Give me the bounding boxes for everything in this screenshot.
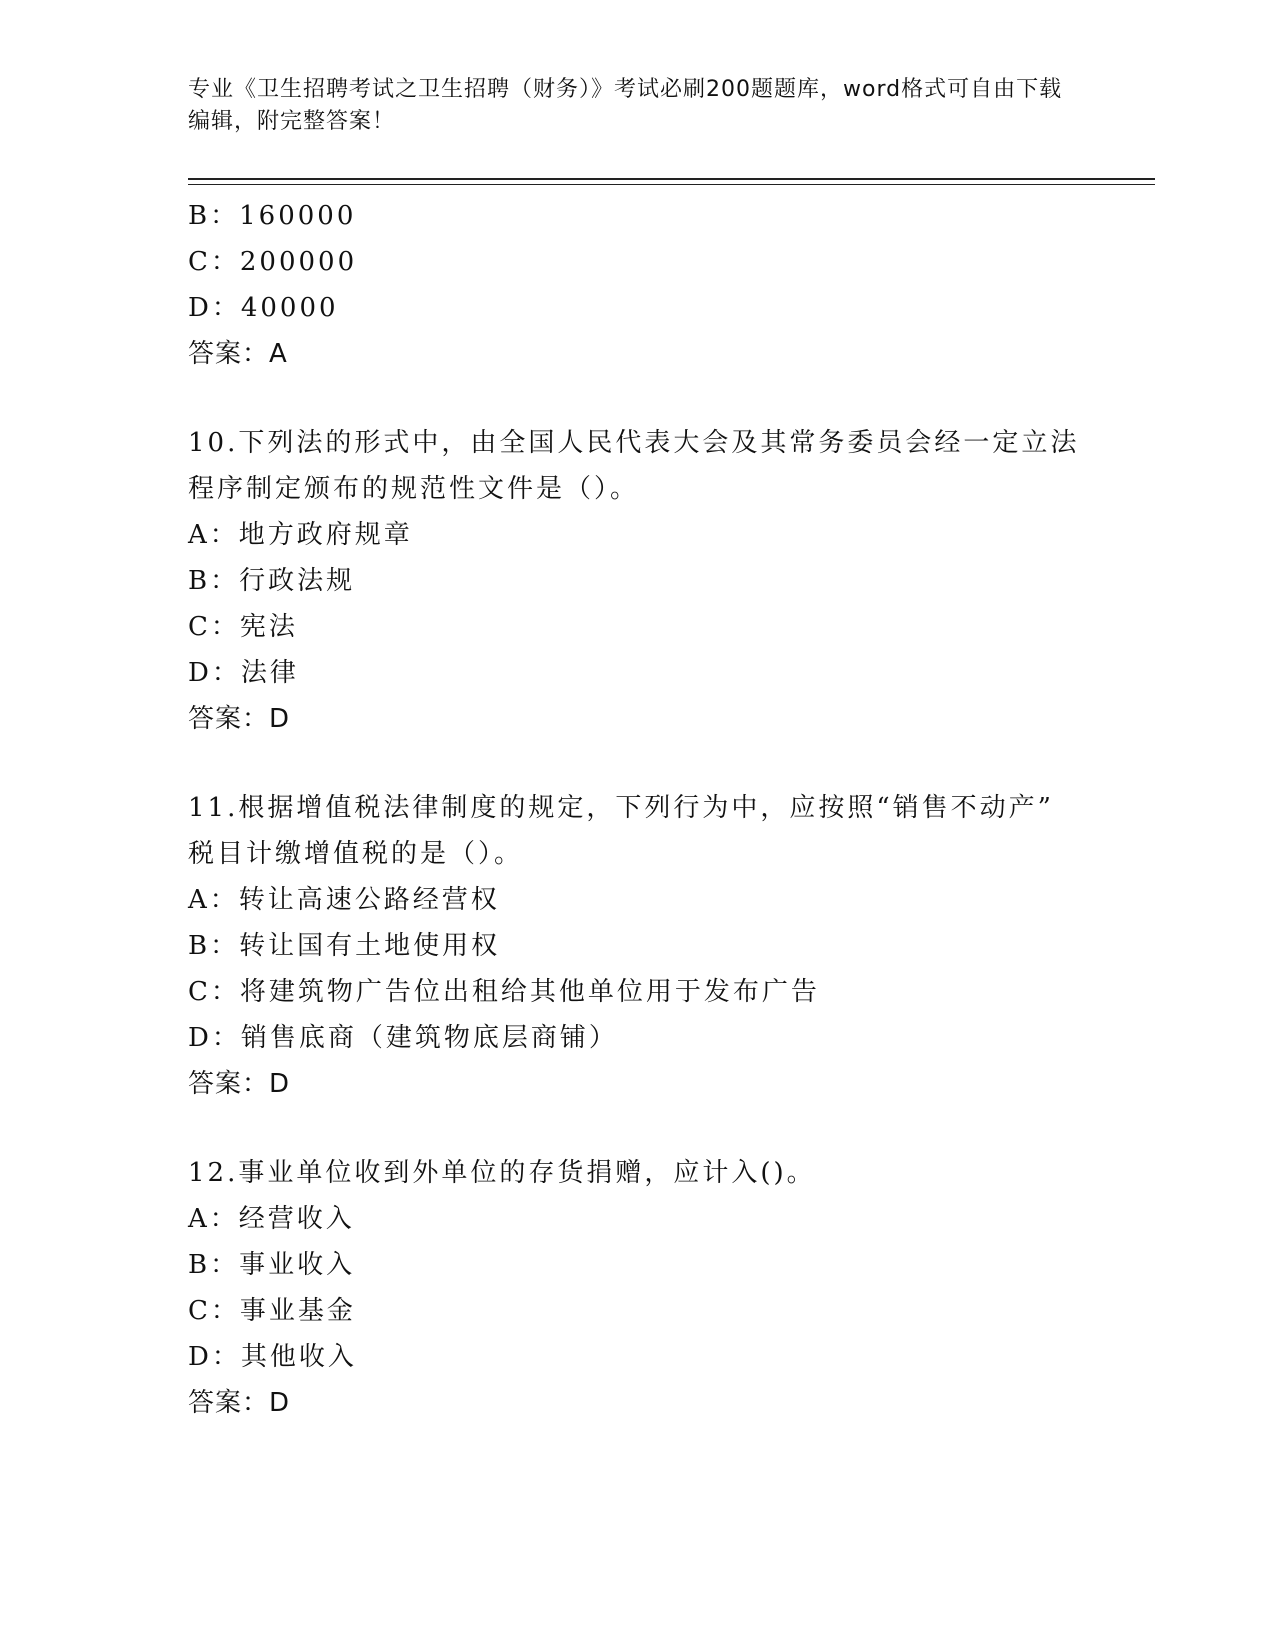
option-c: C：事业基金 [188,1296,356,1326]
answer-label: 答案：A [188,339,288,369]
option-c: C：宪法 [188,612,298,642]
option-b: B：事业收入 [188,1250,356,1280]
header-divider-thin [188,184,1155,185]
option-c: C：将建筑物广告位出租给其他单位用于发布广告 [188,977,820,1007]
question-stem: 10.下列法的形式中，由全国人民代表大会及其常务委员会经一定立法 [188,428,1080,458]
question-stem-continued: 税目计缴增值税的是（）。 [188,839,524,869]
question-10 [188,420,1088,742]
question-stem-continued: 程序制定颁布的规范性文件是（）。 [188,474,640,504]
header-divider-thick [188,178,1155,180]
answer-label: 答案：D [188,704,291,734]
option-d: D：40000 [188,293,339,323]
option-b: B：转让国有土地使用权 [188,931,501,961]
answer-label: 答案：D [188,1069,291,1099]
spacer [188,377,1088,420]
option-a: A：经营收入 [188,1204,355,1234]
question-11 [188,785,1088,1107]
option-a: A：转让高速公路经营权 [188,885,500,915]
spacer [188,1107,1088,1150]
option-b: B：160000 [188,201,357,231]
questions-content [188,193,1088,1426]
question-stem: 11.根据增值税法律制度的规定，下列行为中，应按照“销售不动产” [188,793,1054,823]
partial-question [188,193,1088,377]
option-d: D：其他收入 [188,1342,357,1372]
option-b: B：行政法规 [188,566,356,596]
question-stem: 12.事业单位收到外单位的存货捐赠，应计入()。 [188,1158,816,1188]
page-header: 专业《卫生招聘考试之卫生招聘（财务）》考试必刷200题题库，word格式可自由下载编辑，附完整答案！ [188,77,1063,134]
option-d: D：销售底商（建筑物底层商铺） [188,1023,618,1053]
question-12 [188,1150,1088,1426]
spacer [188,742,1088,785]
option-d: D：法律 [188,658,299,688]
answer-label: 答案：D [188,1388,291,1418]
option-a: A：地方政府规章 [188,520,413,550]
option-c: C：200000 [188,247,358,277]
